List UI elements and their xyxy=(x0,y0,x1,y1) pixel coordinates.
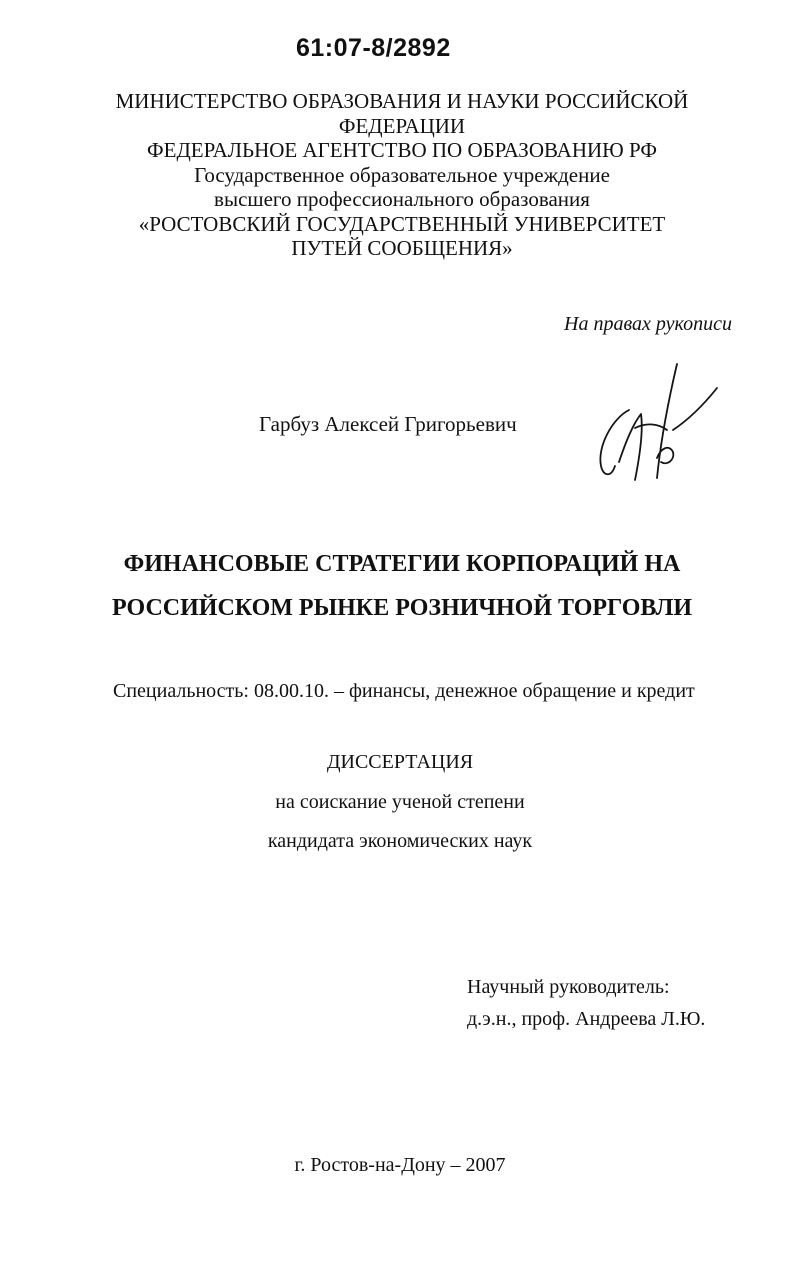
supervisor-label: Научный руководитель: xyxy=(467,976,670,998)
archive-stamp-number: 61:07-8/2892 xyxy=(296,34,451,62)
institution-header xyxy=(90,89,714,261)
header-line-university-2: ПУТЕЙ СООБЩЕНИЯ» xyxy=(291,236,513,260)
dissertation-title xyxy=(60,542,744,630)
manuscript-rights-note: На правах рукописи xyxy=(564,313,732,335)
title-line-2: РОССИЙСКОМ РЫНКЕ РОЗНИЧНОЙ ТОРГОВЛИ xyxy=(111,595,693,621)
degree-name: кандидата экономических наук xyxy=(267,830,533,852)
supervisor-block xyxy=(467,971,705,1035)
title-line-1: ФИНАНСОВЫЕ СТРАТЕГИИ КОРПОРАЦИЙ НА xyxy=(123,551,681,577)
degree-purpose: на соискание ученой степени xyxy=(275,791,525,813)
header-line-agency: ФЕДЕРАЛЬНОЕ АГЕНТСТВО ПО ОБРАЗОВАНИЮ РФ xyxy=(147,138,657,162)
dissertation-type: ДИССЕРТАЦИЯ xyxy=(326,751,474,773)
author-name: Гарбуз Алексей Григорьевич xyxy=(259,412,517,436)
dissertation-degree-block xyxy=(200,751,600,853)
specialty-line: Специальность: 08.00.10. – финансы, денежное обращение и кредит xyxy=(113,680,695,702)
header-line-institution-type: Государственное образовательное учреждение xyxy=(194,162,610,187)
header-line-education-level: высшего профессионального образования xyxy=(214,187,590,211)
author-signature xyxy=(585,358,725,488)
header-line-ministry-1: МИНИСТЕРСТВО ОБРАЗОВАНИЯ И НАУКИ РОССИЙСКОЙ xyxy=(115,89,689,113)
city-year: г. Ростов-на-Дону – 2007 xyxy=(294,1154,506,1176)
header-line-university-1: «РОСТОВСКИЙ ГОСУДАРСТВЕННЫЙ УНИВЕРСИТЕТ xyxy=(138,211,666,236)
header-line-ministry-2: ФЕДЕРАЦИИ xyxy=(338,113,466,138)
supervisor-name: д.э.н., проф. Андреева Л.Ю. xyxy=(467,1008,706,1030)
